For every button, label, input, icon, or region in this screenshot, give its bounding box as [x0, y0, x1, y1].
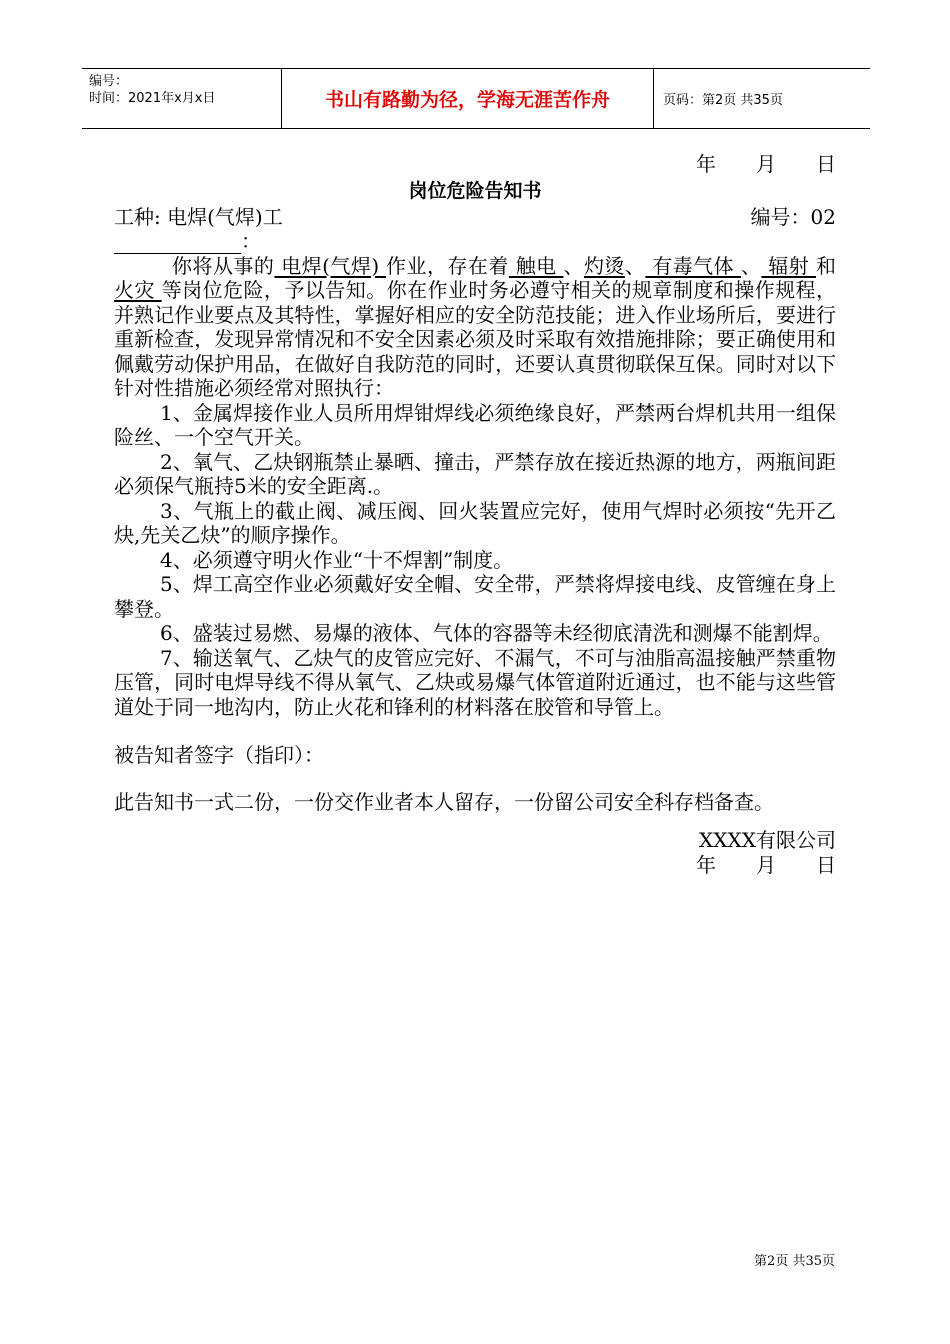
hazard-radiation: 辐射 — [761, 253, 817, 278]
hazard-and: 和 — [816, 253, 837, 278]
header-time-label: 时间：2021年x月x日 — [89, 91, 216, 106]
copies-note: 此告知书一式二份，一份交作业者本人留存，一份留公司安全科存档备查。 — [114, 789, 774, 814]
measure-item-6: 6、盛装过易燃、易爆的液体、气体的容器等未经彻底清洗和测爆不能割焊。 — [160, 621, 833, 645]
header-motto: 书山有路勤为径，学海无涯苦作舟 — [324, 89, 610, 111]
document-title: 岗位危险告知书 — [408, 179, 542, 202]
addressee-line — [114, 229, 836, 254]
measure-item-3: 3、气瓶上的截止阀、减压阀、回火装置应完好，使用气焊时必须按“先开乙炔,先关乙炔”的顺序操作。 — [114, 498, 836, 547]
top-date: 年 月 日 — [696, 152, 836, 176]
addressee-blank — [114, 233, 241, 254]
hazard-sep-2: 、 — [624, 253, 646, 278]
header-page-cell — [654, 69, 870, 128]
page-footer: 第2页 共35页 — [754, 1254, 835, 1269]
header-motto-cell — [282, 69, 654, 128]
hazard-fire: 火灾 — [114, 278, 162, 302]
intro-text-1: 你将从事的 — [172, 253, 275, 278]
job-row — [114, 205, 836, 230]
spacer — [114, 768, 836, 790]
hazard-burn: 灼烫 — [583, 253, 625, 278]
page-header — [82, 68, 870, 129]
measure-item-2: 2、氧气、乙炔钢瓶禁止暴晒、撞击，严禁存放在接近热源的地方，两瓶间距必须保气瓶持5米的安全距离.。 — [114, 449, 836, 498]
header-meta — [82, 69, 282, 128]
header-number-label: 编号： — [89, 74, 129, 89]
measure-item-7: 7、输送氧气、乙炔气的皮管应完好、不漏气，不可与油脂高温接触严禁重物压管，同时电焊导线不得从氧气、乙炔或易爆气体管道附近通过，也不能与这些管道处于同一地沟内，防止火花和锋利的材料落在胶管和导管上。 — [114, 645, 836, 719]
company-signoff — [114, 828, 836, 877]
measure-item-4: 4、必须遵守明火作业“十不焊割”制度。 — [160, 547, 514, 572]
hazard-sep-1: 、 — [563, 253, 584, 278]
doc-number: 编号：02 — [750, 204, 836, 229]
hazard-toxic-gas: 有毒气体 — [645, 253, 741, 278]
spacer — [114, 719, 836, 743]
signature-label: 被告知者签字（指印）： — [114, 743, 324, 767]
intro-text-rest: 等岗位危险，予以告知。你在作业时务必遵守相关的规章制度和操作规程，并熟记作业要点及其特性，掌握好相应的安全防范技能；进入作业场所后，要进行重新检查，发现异常情况和不安全因素必须及时采取有效措施排除；要正确使用和佩戴劳动保护用品，在做好自我防范的同时，还要认真贯彻联保互保。同时对以下针对性措施必须经常对照执行： — [114, 278, 837, 400]
measure-item-5: 5、焊工高空作业必须戴好安全帽、安全带，严禁将焊接电线、皮管缠在身上攀登。 — [114, 572, 836, 621]
header-page-label: 页码：第2页 共35页 — [663, 93, 783, 108]
intro-text-2: 作业，存在着 — [386, 253, 509, 278]
document-body — [114, 152, 836, 877]
hazard-electric-shock: 触电 — [508, 253, 564, 278]
hazard-sep-3: 、 — [740, 253, 762, 278]
measure-item-1: 1、金属焊接作业人员所用焊钳焊线必须绝缘良好，严禁两台焊机共用一组保险丝、一个空气开关。 — [114, 400, 836, 449]
job-label: 工种: 电焊(气焊)工 — [114, 204, 283, 229]
bottom-date: 年 月 日 — [696, 852, 836, 877]
intro-paragraph — [114, 254, 836, 401]
addressee-colon: ： — [241, 229, 261, 253]
intro-job: 电焊(气焊) — [274, 253, 387, 278]
company-name: XXXX有限公司 — [699, 828, 836, 852]
